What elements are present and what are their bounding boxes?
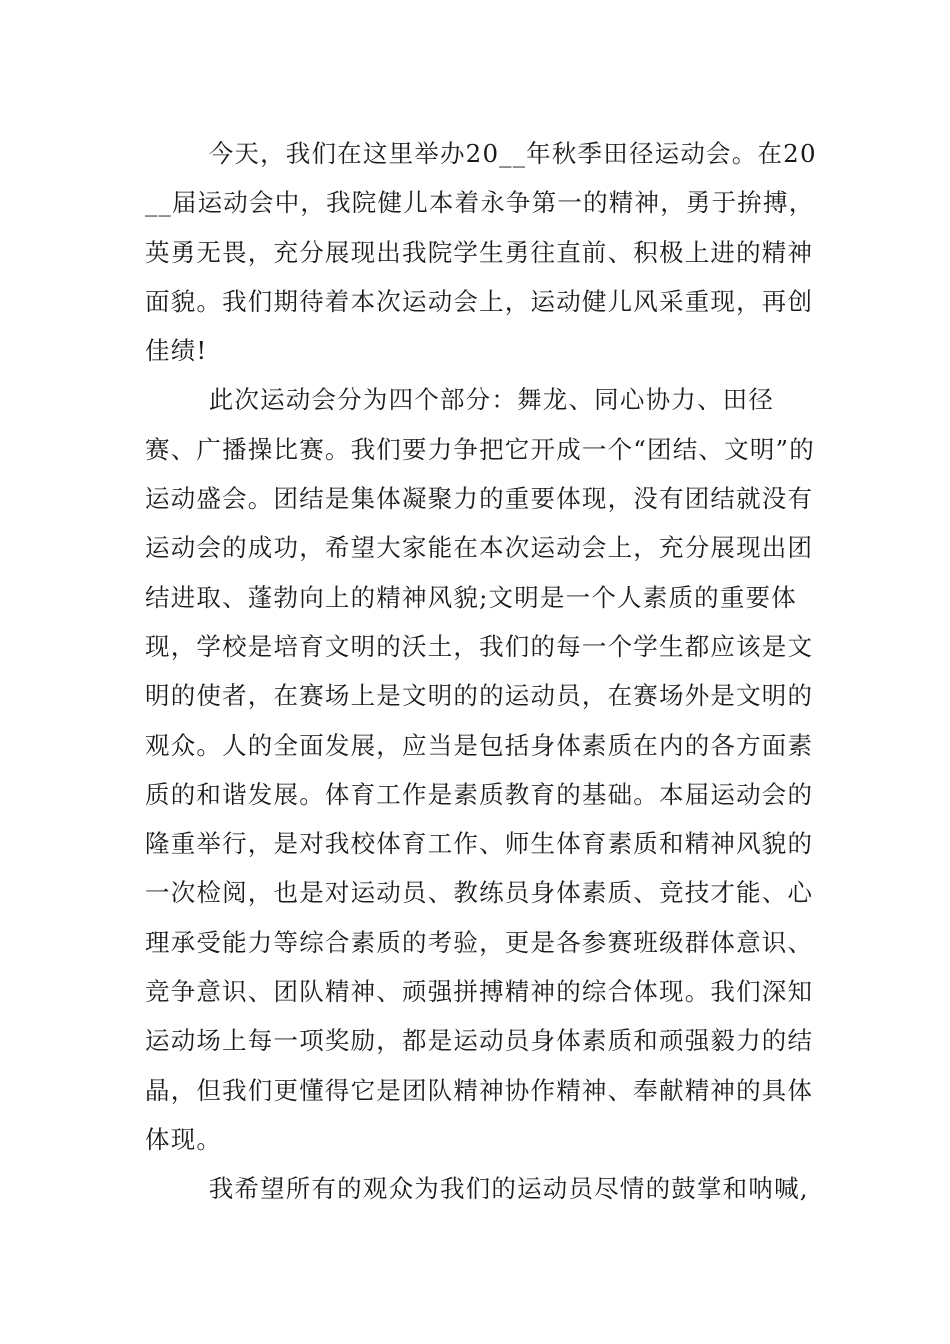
document-body bbox=[145, 129, 825, 1214]
paragraph-sections: 此次运动会分为四个部分：舞龙、同心协力、田径赛、广播操比赛。我们要力争把它开成一个“团结、文明”的运动盛会。团结是集体凝聚力的重要体现，没有团结就没有运动会的成功，希望大家能在本次运动会上，充分展现出团结进取、蓬勃向上的精神风貌;文明是一个人素质的重要体现，学校是培育文明的沃土，我们的每一个学生都应该是文明的使者，在赛场上是文明的的运动员，在赛场外是文明的观众。人的全面发展，应当是包括身体素质在内的各方面素质的和谐发展。体育工作是素质教育的基础。本届运动会的隆重举行，是对我校体育工作、师生体育素质和精神风貌的一次检阅，也是对运动员、教练员身体素质、竞技才能、心理承受能力等综合素质的考验，更是各参赛班级群体意识、竞争意识、团队精神、顽强拼搏精神的综合体现。我们深知运动场上每一项奖励，都是运动员身体素质和顽强毅力的结晶，但我们更懂得它是团队精神协作精神、奉献精神的具体体现。 bbox=[145, 385, 815, 1154]
paragraph-audience: 我希望所有的观众为我们的运动员尽情的鼓掌和呐喊, bbox=[208, 1174, 809, 1204]
paragraph-intro: 今天，我们在这里举办20__年秋季田径运动会。在20__届运动会中，我院健儿本着永争第一的精神，勇于拚搏，英勇无畏，充分展现出我院学生勇往直前、积极上进的精神面貌。我们期待着本次运动会上，运动健儿风采重现，再创佳绩! bbox=[145, 139, 817, 366]
